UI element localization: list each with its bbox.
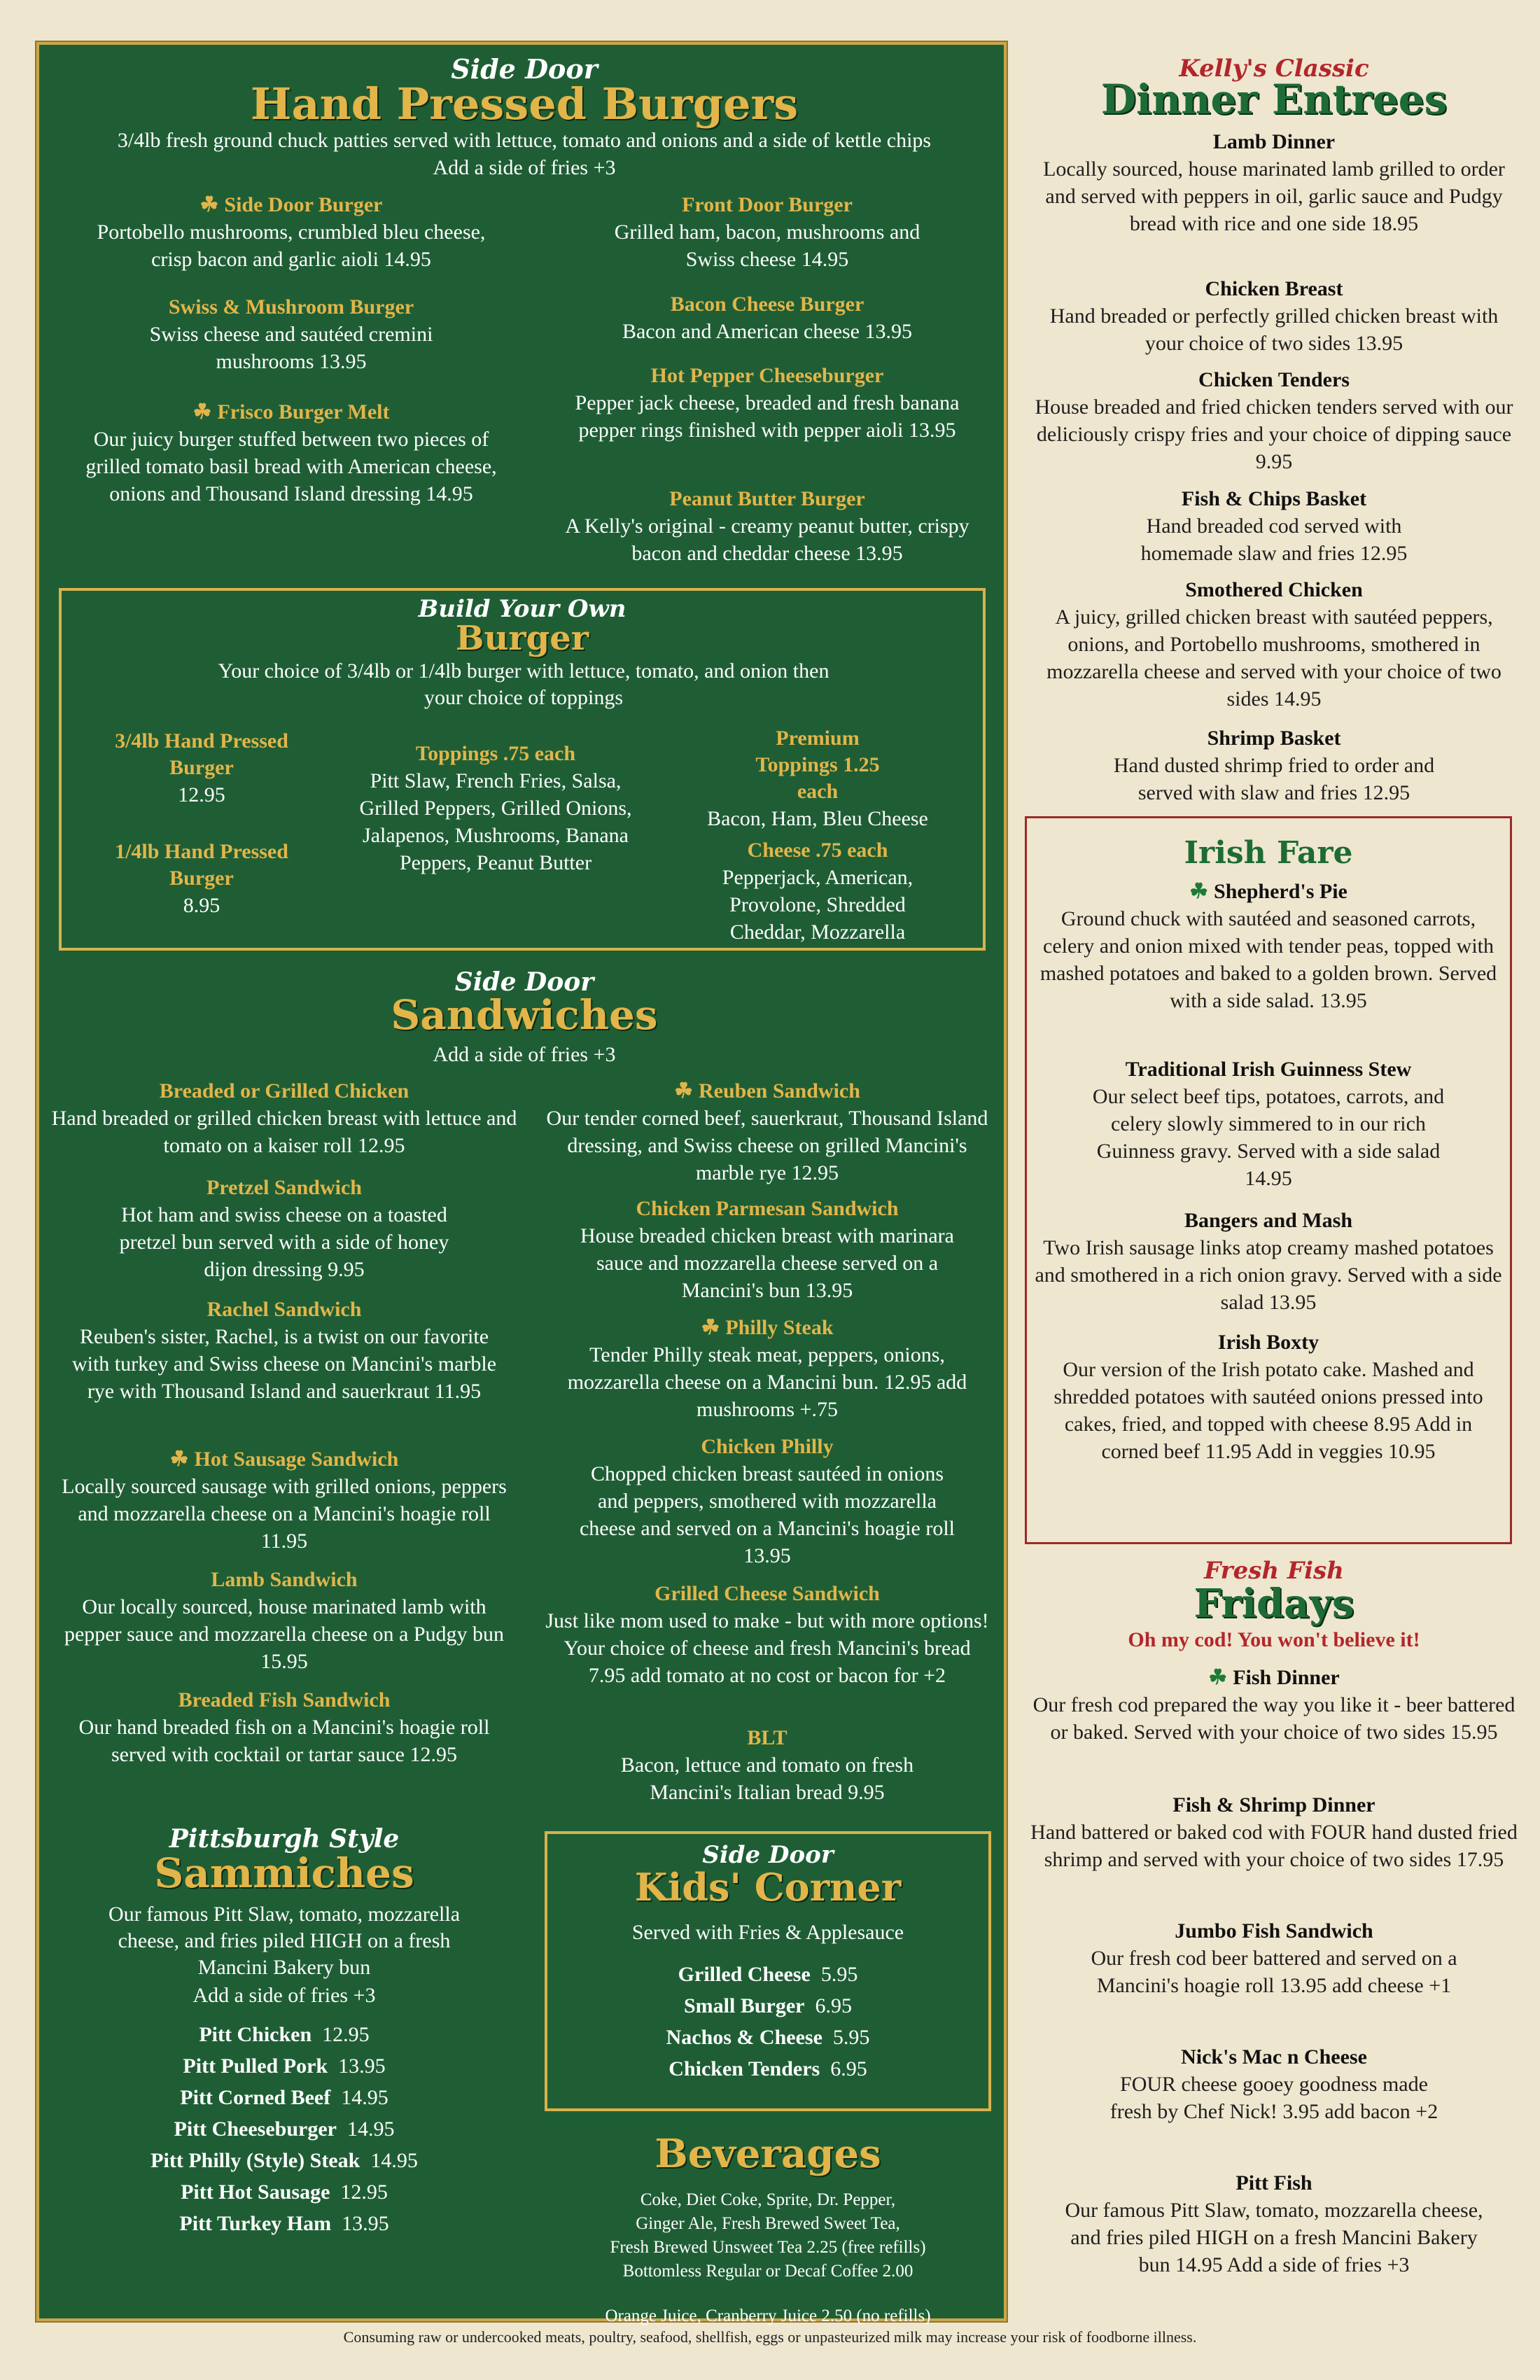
sammiches-title: Sammiches	[154, 1849, 414, 1897]
item-name: Small Burger	[684, 1994, 805, 2017]
item-name: Hot Sausage Sandwich	[194, 1448, 399, 1471]
item-name: Swiss & Mushroom Burger	[168, 295, 414, 318]
menu-item	[543, 363, 991, 444]
list-item	[53, 2113, 515, 2145]
item-name: Chicken Tenders	[668, 2057, 820, 2080]
item-name: BLT	[747, 1726, 788, 1749]
shamrock-icon: ☘	[1189, 880, 1209, 903]
menu-item	[1029, 1918, 1519, 1999]
item-desc: Reuben's sister, Rachel, is a twist on our favorite with turkey and Swiss cheese on Mancini's marble rye with Thousand Island and sauerkraut 11.95	[71, 1325, 497, 1403]
item-price: 14.95	[346, 2118, 395, 2141]
burgers-title: Hand Pressed Burgers	[250, 78, 799, 130]
beverages-list	[545, 2188, 991, 2328]
menu-item	[53, 192, 529, 273]
item-name: Pitt Pulled Pork	[183, 2054, 328, 2078]
item-name: Traditional Irish Guinness Stew	[1125, 1058, 1412, 1081]
menu-item	[529, 1196, 1005, 1304]
item-name: Shrimp Basket	[1207, 727, 1341, 750]
item-desc: Hand dusted shrimp fried to order and served with slaw and fries 12.95	[1113, 754, 1435, 804]
shamrock-icon: ☘	[169, 1448, 189, 1471]
menu-item	[1029, 1792, 1519, 1873]
shamrock-icon: ☘	[200, 193, 219, 216]
menu-item	[1034, 878, 1503, 1014]
item-desc: Our famous Pitt Slaw, tomato, mozzarella cheese, and fries piled HIGH on a fresh Mancini Bakery bun 14.95 Add a side of fries +3	[1065, 2199, 1483, 2276]
item-desc: A juicy, grilled chicken breast with sautéed peppers, onions, and Portobello mushrooms, smothered in mozzarella cheese and served with your choice of two sides 14.95	[1046, 606, 1502, 710]
item-desc: Bacon, Ham, Bleu Cheese	[707, 807, 928, 830]
item-desc: Just like mom used to make - but with more options! Your choice of cheese and fresh Mancini's bread 7.95 add tomato at no cost or bacon for +2	[545, 1609, 989, 1687]
item-name: Shepherd's Pie	[1214, 880, 1348, 903]
menu-item	[46, 1296, 522, 1405]
item-desc: FOUR cheese gooey goodness made fresh by Chef Nick! 3.95 add bacon +2	[1110, 2073, 1438, 2123]
entrees-script-title: Kelly's Classic	[1179, 55, 1369, 83]
burgers-script-title: Side Door	[451, 53, 598, 85]
item-name: Lamb Sandwich	[211, 1568, 358, 1591]
list-item	[53, 2019, 515, 2050]
menu-item	[76, 839, 328, 919]
burgers-subtitle: 3/4lb fresh ground chuck patties served with lettuce, tomato and onions and a side of kettle chips	[117, 129, 932, 152]
list-item	[53, 2145, 515, 2176]
sammiches-fries-note: Add a side of fries +3	[192, 1984, 376, 2007]
item-name: Bacon Cheese Burger	[670, 293, 864, 316]
item-name: Fish & Shrimp Dinner	[1172, 1793, 1376, 1816]
item-name: Smothered Chicken	[1185, 578, 1363, 601]
item-desc: Locally sourced sausage with grilled onions, peppers and mozzarella cheese on a Mancini's hoagie roll 11.95	[62, 1475, 507, 1553]
beverage-line: Bottomless Regular or Decaf Coffee 2.00	[622, 2262, 913, 2281]
menu-item	[529, 1315, 1005, 1423]
item-name: 1/4lb Hand Pressed Burger	[115, 840, 288, 890]
item-name: Breaded or Grilled Chicken	[159, 1079, 410, 1102]
menu-item	[53, 399, 529, 507]
menu-item	[529, 1581, 1005, 1689]
item-desc: Portobello mushrooms, crumbled bleu cheese, crisp bacon and garlic aioli 14.95	[97, 220, 486, 271]
menu-item	[46, 1175, 522, 1283]
menu-item	[46, 1446, 522, 1555]
item-name: Chicken Tenders	[1198, 368, 1350, 391]
menu-item	[1029, 1665, 1519, 1746]
item-desc: Our locally sourced, house marinated lamb with pepper sauce and mozzarella cheese on a Pudgy bun 15.95	[64, 1595, 505, 1673]
menu-item	[1029, 129, 1519, 237]
item-desc: Our fresh cod beer battered and served on a Mancini's hoagie roll 13.95 add cheese +1	[1091, 1947, 1457, 1997]
item-name: Bangers and Mash	[1184, 1209, 1353, 1232]
menu-item	[1029, 276, 1519, 357]
item-desc: Chopped chicken breast sautéed in onions and peppers, smothered with mozzarella cheese and served on a Mancini's hoagie roll 13.95	[579, 1462, 955, 1567]
item-name: Jumbo Fish Sandwich	[1175, 1919, 1373, 1942]
item-name: Premium Toppings 1.25 each	[755, 727, 880, 803]
list-item	[547, 2053, 988, 2085]
item-desc: Grilled ham, bacon, mushrooms and Swiss cheese 14.95	[614, 220, 920, 271]
list-item	[547, 1959, 988, 1990]
fish-title: Fridays	[1194, 1581, 1354, 1627]
menu-item	[46, 1078, 522, 1159]
menu-item	[1029, 2170, 1519, 2278]
menu-item	[529, 1725, 1005, 1806]
item-name: Breaded Fish Sandwich	[178, 1688, 391, 1712]
list-item	[53, 2208, 515, 2239]
list-item	[53, 2050, 515, 2082]
item-name: Frisco Burger Melt	[217, 400, 390, 424]
kids-corner-box	[545, 1831, 991, 2111]
item-desc: Hand battered or baked cod with FOUR hand dusted fried shrimp and served with your choice of two sides 17.95	[1030, 1821, 1518, 1871]
item-name: Chicken Breast	[1205, 277, 1343, 300]
item-name: Pitt Fish	[1236, 2171, 1312, 2194]
sandwiches-title: Sandwiches	[391, 991, 658, 1039]
item-desc: Pepperjack, American, Provolone, Shredded Cheddar, Mozzarella	[722, 866, 913, 944]
item-name: Nick's Mac n Cheese	[1181, 2045, 1367, 2068]
list-item	[547, 1990, 988, 2022]
item-desc: Locally sourced, house marinated lamb grilled to order and served with peppers in oil, garlic sauce and Pudgy bread with rice and one side 18.95	[1043, 158, 1505, 235]
item-price: 5.95	[832, 2026, 870, 2049]
item-name: Pitt Philly (Style) Steak	[150, 2149, 360, 2172]
item-name: Grilled Cheese	[678, 1963, 811, 1986]
build-your-own-box	[59, 588, 986, 951]
menu-item	[1029, 2044, 1519, 2125]
item-desc: House breaded and fried chicken tenders served with our deliciously crispy fries and your choice of dipping sauce 9.95	[1035, 396, 1513, 473]
fish-tagline: Oh my cod! You won't believe it!	[1128, 1628, 1420, 1651]
green-menu-panel	[36, 42, 1007, 2325]
item-name: Pretzel Sandwich	[206, 1176, 362, 1199]
foodborne-illness-disclaimer: Consuming raw or undercooked meats, poultry, seafood, shellfish, eggs or unpasteurized milk may increase your risk of foodborne illness.	[343, 2328, 1197, 2346]
item-name: Pitt Turkey Ham	[179, 2212, 332, 2235]
item-price: 6.95	[815, 1994, 852, 2017]
item-name: Rachel Sandwich	[206, 1298, 362, 1321]
irish-title: Irish Fare	[1184, 835, 1353, 871]
item-price: 14.95	[341, 2086, 388, 2109]
menu-item	[678, 725, 958, 832]
item-name: Lamb Dinner	[1212, 130, 1336, 153]
sandwiches-script-title: Side Door	[454, 967, 594, 997]
item-name: Toppings .75 each	[415, 742, 576, 765]
item-desc: Tender Philly steak meat, peppers, onions, mozzarella cheese on a Mancini bun. 12.95 add mushrooms +.75	[567, 1343, 967, 1421]
item-name: Front Door Burger	[682, 193, 853, 216]
sammiches-subtitle: Our famous Pitt Slaw, tomato, mozzarella cheese, and fries piled HIGH on a fresh Mancini Bakery bun	[108, 1903, 461, 1979]
item-desc: Hand breaded or perfectly grilled chicken breast with your choice of two sides 13.95	[1049, 304, 1499, 355]
build-subtitle: Your choice of 3/4lb or 1/4lb burger with lettuce, tomato, and onion then your choice of toppings	[218, 659, 830, 709]
beverage-line: Ginger Ale, Fresh Brewed Sweet Tea,	[636, 2214, 900, 2233]
item-desc: Ground chuck with sautéed and seasoned carrots, celery and onion mixed with tender peas, topped with mashed potatoes and baked to a golden brown. Served with a side salad. 13.95	[1040, 907, 1497, 1012]
build-script-title: Build Your Own	[418, 595, 626, 623]
shamrock-icon: ☘	[192, 400, 212, 424]
item-price: 14.95	[370, 2149, 418, 2172]
menu-item	[1029, 577, 1519, 713]
item-name: Fish Dinner	[1233, 1666, 1340, 1689]
beverage-line: Fresh Brewed Unsweet Tea 2.25 (free refills)	[610, 2238, 926, 2257]
sandwiches-subtitle: Add a side of fries +3	[433, 1043, 616, 1066]
item-price: 13.95	[338, 2054, 386, 2078]
menu-item	[53, 294, 529, 375]
shamrock-icon: ☘	[701, 1316, 720, 1339]
item-price: 5.95	[820, 1963, 858, 1986]
menu-item	[678, 837, 958, 946]
sammiches-script-title: Pittsburgh Style	[169, 1824, 400, 1854]
item-name: Side Door Burger	[224, 193, 383, 216]
kids-title: Kids' Corner	[634, 1865, 902, 1910]
item-name: Hot Pepper Cheeseburger	[650, 364, 884, 387]
list-item	[547, 2022, 988, 2053]
item-name: Irish Boxty	[1217, 1331, 1320, 1354]
menu-item	[543, 486, 991, 567]
item-desc: Our tender corned beef, sauerkraut, Thousand Island dressing, and Swiss cheese on grilled Mancini's marble rye 12.95	[546, 1107, 988, 1184]
item-name: Fish & Chips Basket	[1181, 487, 1367, 510]
item-name: Peanut Butter Burger	[669, 487, 865, 510]
kids-subtitle: Served with Fries & Applesauce	[631, 1921, 904, 1944]
menu-item	[1029, 725, 1519, 806]
item-desc: Bacon and American cheese 13.95	[622, 320, 912, 343]
menu-item	[543, 192, 991, 273]
item-name: Reuben Sandwich	[699, 1079, 860, 1102]
menu-item	[1034, 1329, 1503, 1465]
item-price: 12.95	[340, 2180, 388, 2204]
item-price: 12.95	[178, 783, 225, 806]
menu-item	[342, 741, 650, 876]
item-price: 13.95	[342, 2212, 389, 2235]
item-desc: Our version of the Irish potato cake. Mashed and shredded potatoes with sautéed onions pressed into cakes, fried, and topped with cheese 8.95 Add in corned beef 11.95 Add in veggies 10.95	[1054, 1358, 1483, 1463]
item-desc: Pepper jack cheese, breaded and fresh banana pepper rings finished with pepper aioli 13.95	[575, 391, 960, 442]
item-name: Pitt Hot Sausage	[181, 2180, 330, 2204]
beverage-line: Coke, Diet Coke, Sprite, Dr. Pepper,	[640, 2190, 896, 2209]
menu-item	[46, 1687, 522, 1768]
item-name: 3/4lb Hand Pressed Burger	[115, 729, 288, 779]
item-desc: Our juicy burger stuffed between two pieces of grilled tomato basil bread with American cheese, onions and Thousand Island dressing 14.95	[85, 428, 497, 505]
item-desc: Our hand breaded fish on a Mancini's hoagie roll served with cocktail or tartar sauce 12.95	[78, 1716, 490, 1766]
item-name: Grilled Cheese Sandwich	[654, 1582, 880, 1605]
list-item	[53, 2176, 515, 2208]
item-name: Pitt Cheeseburger	[174, 2118, 337, 2141]
item-desc: House breaded chicken breast with marinara sauce and mozzarella cheese served on a Mancini's bun 13.95	[580, 1224, 954, 1302]
item-desc: Hand breaded cod served with homemade slaw and fries 12.95	[1140, 514, 1408, 565]
menu-item	[76, 728, 328, 808]
menu-item	[543, 291, 991, 345]
irish-fare-box	[1025, 816, 1512, 1544]
sammiches-list	[53, 2019, 515, 2239]
kids-script-title: Side Door	[702, 1841, 834, 1869]
item-name: Philly Steak	[725, 1316, 834, 1339]
item-desc: Hot ham and swiss cheese on a toasted pretzel bun served with a side of honey dijon dressing 9.95	[119, 1203, 449, 1281]
beverage-line: Orange Juice, Cranberry Juice 2.50 (no refills)	[605, 2306, 931, 2325]
entrees-title: Dinner Entrees	[1100, 76, 1448, 123]
item-name: Cheese .75 each	[747, 839, 888, 862]
item-desc: Our select beef tips, potatoes, carrots, and celery slowly simmered to in our rich Guinness gravy. Served with a side salad 14.95	[1092, 1085, 1445, 1190]
item-name: Nachos & Cheese	[666, 2026, 822, 2049]
item-price: 6.95	[830, 2057, 867, 2080]
item-price: 12.95	[322, 2023, 370, 2046]
shamrock-icon: ☘	[674, 1079, 693, 1102]
burgers-fries-note: Add a side of fries +3	[433, 156, 616, 179]
item-desc: Pitt Slaw, French Fries, Salsa, Grilled Peppers, Grilled Onions, Jalapenos, Mushrooms, Banana Peppers, Peanut Butter	[359, 769, 632, 874]
menu-item	[529, 1078, 1005, 1186]
shamrock-icon: ☘	[1208, 1666, 1228, 1689]
fish-script-title: Fresh Fish	[1204, 1557, 1344, 1585]
menu-item	[1029, 367, 1519, 475]
list-item	[53, 2082, 515, 2113]
item-name: Chicken Parmesan Sandwich	[636, 1197, 899, 1220]
menu-item	[1029, 486, 1519, 567]
menu-item	[46, 1567, 522, 1675]
item-desc: A Kelly's original - creamy peanut butter, crispy bacon and cheddar cheese 13.95	[565, 514, 969, 565]
item-desc: Bacon, lettuce and tomato on fresh Mancini's Italian bread 9.95	[620, 1754, 914, 1804]
item-name: Pitt Chicken	[199, 2023, 312, 2046]
item-desc: Hand breaded or grilled chicken breast with lettuce and tomato on a kaiser roll 12.95	[51, 1107, 517, 1157]
build-title: Burger	[455, 619, 589, 658]
item-desc: Our fresh cod prepared the way you like it - beer battered or baked. Served with your choice of two sides 15.95	[1032, 1693, 1516, 1744]
item-name: Chicken Philly	[701, 1435, 834, 1458]
menu-item	[529, 1434, 1005, 1569]
menu-item	[1034, 1208, 1503, 1316]
item-price: 8.95	[183, 894, 220, 917]
item-name: Pitt Corned Beef	[180, 2086, 331, 2109]
menu-item	[1034, 1056, 1503, 1192]
kids-list	[547, 1959, 988, 2085]
item-desc: Two Irish sausage links atop creamy mashed potatoes and smothered in a rich onion gravy. Served with a side salad 13.95	[1035, 1236, 1502, 1314]
item-desc: Swiss cheese and sautéed cremini mushrooms 13.95	[149, 323, 433, 373]
beverages-title: Beverages	[654, 2131, 881, 2177]
